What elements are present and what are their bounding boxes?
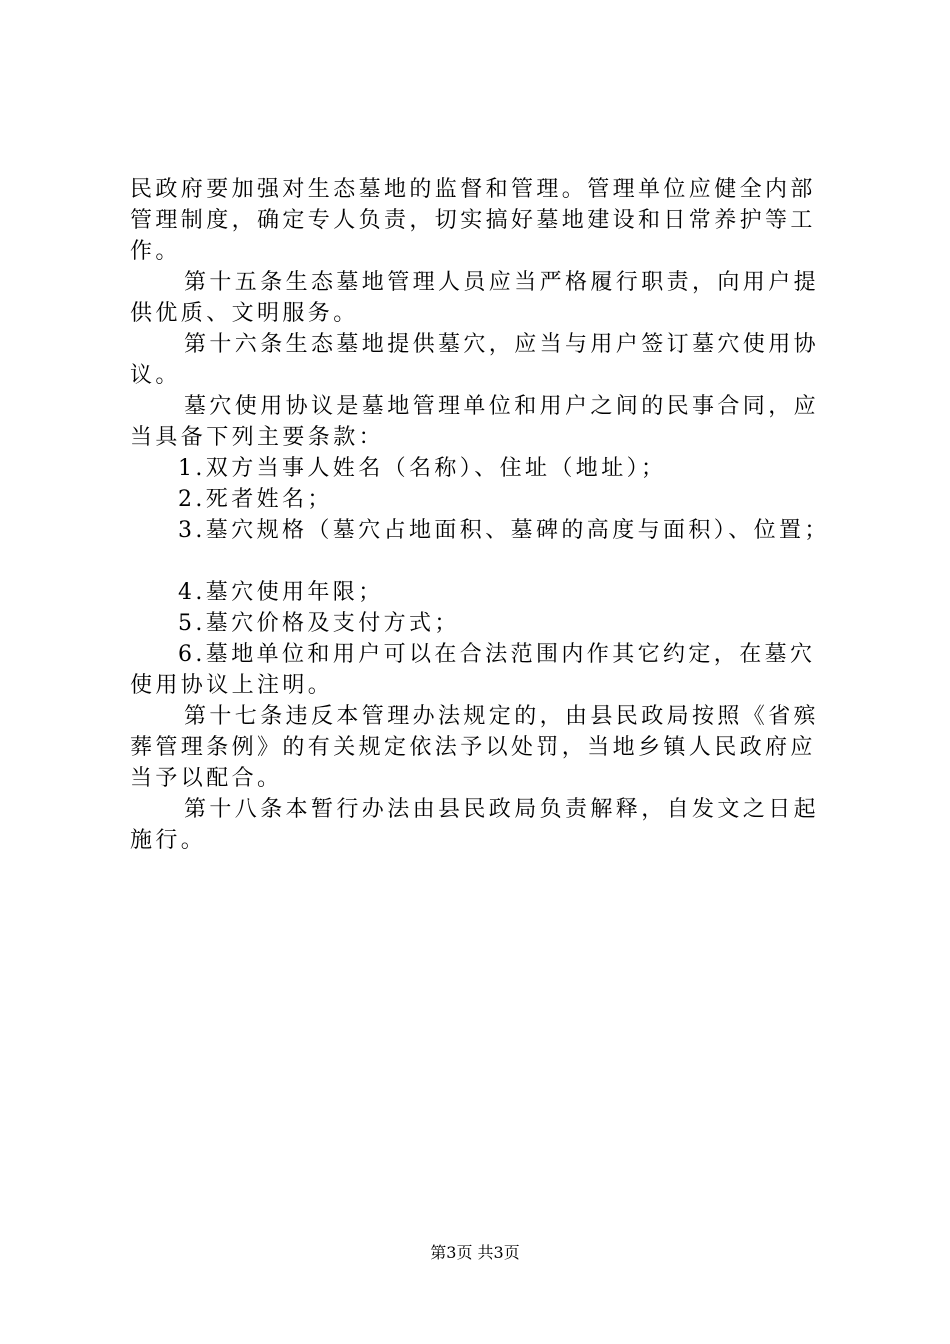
- blank-line: [130, 546, 840, 577]
- text-line: 使用协议上注明。: [130, 673, 334, 698]
- text-line: 民政府要加强对生态墓地的监督和管理。管理单位应健全内部: [130, 177, 816, 202]
- list-item: 4.墓穴使用年限；: [178, 580, 384, 605]
- text-line: 当具备下列主要条款：: [130, 425, 385, 450]
- list-item: 1.双方当事人姓名（名称）、住址（地址）；: [178, 456, 667, 481]
- text-line: 施行。: [130, 828, 207, 853]
- text-line: 葬管理条例》的有关规定依法予以处罚，当地乡镇人民政府应: [130, 735, 816, 760]
- text-line: 议。: [130, 363, 181, 388]
- page-number-footer: 第3页 共3页: [430, 1243, 520, 1262]
- article-15-line: 第十五条生态墓地管理人员应当严格履行职责，向用户提: [184, 270, 820, 295]
- list-item: 2.死者姓名；: [178, 487, 333, 512]
- article-17-line: 第十七条违反本管理办法规定的，由县民政局按照《省殡: [184, 704, 820, 729]
- text-line: 管理制度，确定专人负责，切实搞好墓地建设和日常养护等工: [130, 208, 816, 233]
- list-item: 3.墓穴规格（墓穴占地面积、墓碑的高度与面积）、位置；: [178, 518, 830, 543]
- document-body: [130, 174, 840, 856]
- text-line: 供优质、文明服务。: [130, 301, 359, 326]
- article-16-line: 第十六条生态墓地提供墓穴，应当与用户签订墓穴使用协: [184, 332, 820, 357]
- article-18-line: 第十八条本暂行办法由县民政局负责解释，自发文之日起: [184, 797, 820, 822]
- text-line: 当予以配合。: [130, 766, 283, 791]
- text-line: 作。: [130, 239, 181, 264]
- list-item: 6.墓地单位和用户可以在合法范围内作其它约定，在墓穴: [178, 642, 816, 667]
- agreement-paragraph-line: 墓穴使用协议是墓地管理单位和用户之间的民事合同，应: [184, 394, 820, 419]
- list-item: 5.墓穴价格及支付方式；: [178, 611, 460, 636]
